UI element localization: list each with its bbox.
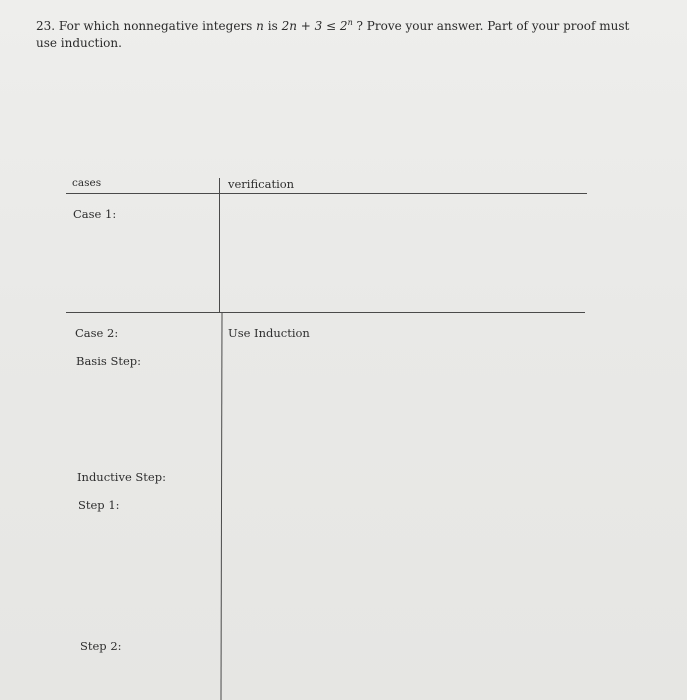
- header-verification: verification: [228, 177, 295, 191]
- case-1-label: Case 1:: [73, 207, 117, 221]
- problem-text-before: For which nonnegative integers: [58, 19, 253, 33]
- inductive-step-label: Inductive Step:: [77, 470, 166, 484]
- case-divider-line: [66, 312, 585, 313]
- problem-statement: [36, 14, 636, 52]
- problem-text-is: is: [267, 19, 278, 33]
- use-induction-label: Use Induction: [228, 326, 310, 340]
- step-1-label: Step 1:: [78, 498, 120, 512]
- column-divider-line-lower: [220, 312, 222, 700]
- problem-number: 23.: [36, 19, 56, 33]
- step-2-label: Step 2:: [80, 639, 122, 653]
- exponent-n: n: [347, 18, 353, 27]
- header-divider-line: [66, 193, 587, 194]
- inequality-expression: 2n + 3 ≤ 2: [281, 19, 348, 33]
- problem-text-after: ? Prove your answer. Part of your proof must use induction.: [36, 19, 630, 50]
- header-cases: cases: [72, 177, 102, 189]
- case-2-label: Case 2:: [75, 326, 119, 340]
- basis-step-label: Basis Step:: [76, 354, 141, 368]
- variable-n: n: [256, 19, 264, 33]
- column-divider-line: [219, 178, 220, 313]
